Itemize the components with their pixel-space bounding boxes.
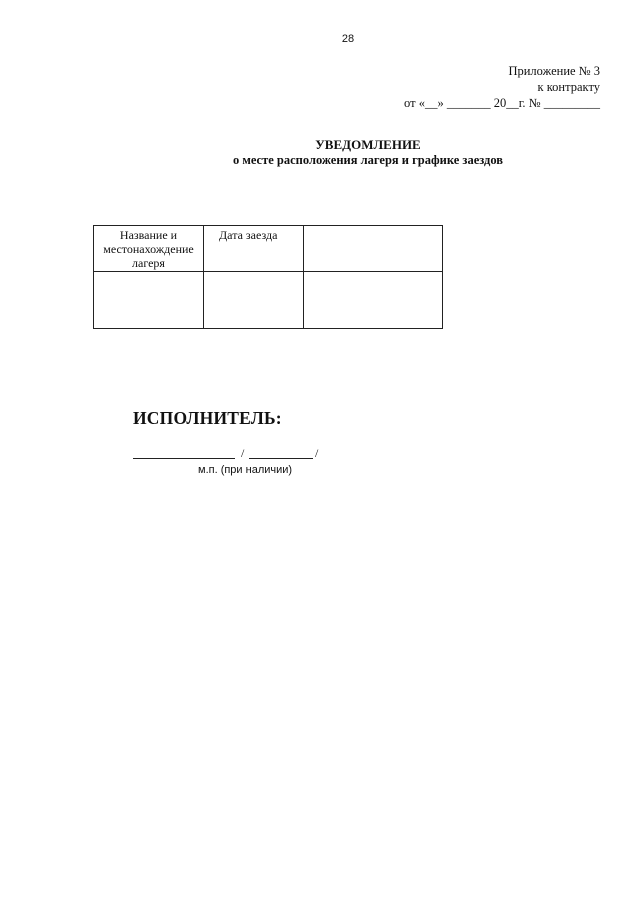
page-number: 28 <box>341 33 355 45</box>
document-title: УВЕДОМЛЕНИЕ <box>315 137 421 152</box>
stamp-note: м.п. (при наличии) <box>198 464 293 476</box>
name-underline <box>249 458 313 459</box>
header-arrival-date: Дата заезда <box>219 228 278 242</box>
signature-underline <box>133 458 235 459</box>
executor-label: ИСПОЛНИТЕЛЬ: <box>133 408 282 428</box>
annex-number: Приложение № 3 <box>508 64 600 78</box>
table-column-divider <box>203 226 204 328</box>
annex-block <box>404 63 600 111</box>
annex-contract: к контракту <box>537 80 600 94</box>
schedule-table <box>93 225 443 329</box>
table-row-divider <box>94 271 442 272</box>
header-camp-name: Название и местонахождение лагеря <box>103 228 194 270</box>
annex-date-number: от «__» _______ 20__г. № _________ <box>404 96 600 110</box>
document-subtitle: о месте расположения лагеря и графике заездов <box>232 153 504 167</box>
signature-slash-right: / <box>315 446 319 460</box>
signature-line <box>133 448 323 462</box>
table-column-divider <box>303 226 304 328</box>
signature-slash-left: / <box>241 446 245 460</box>
